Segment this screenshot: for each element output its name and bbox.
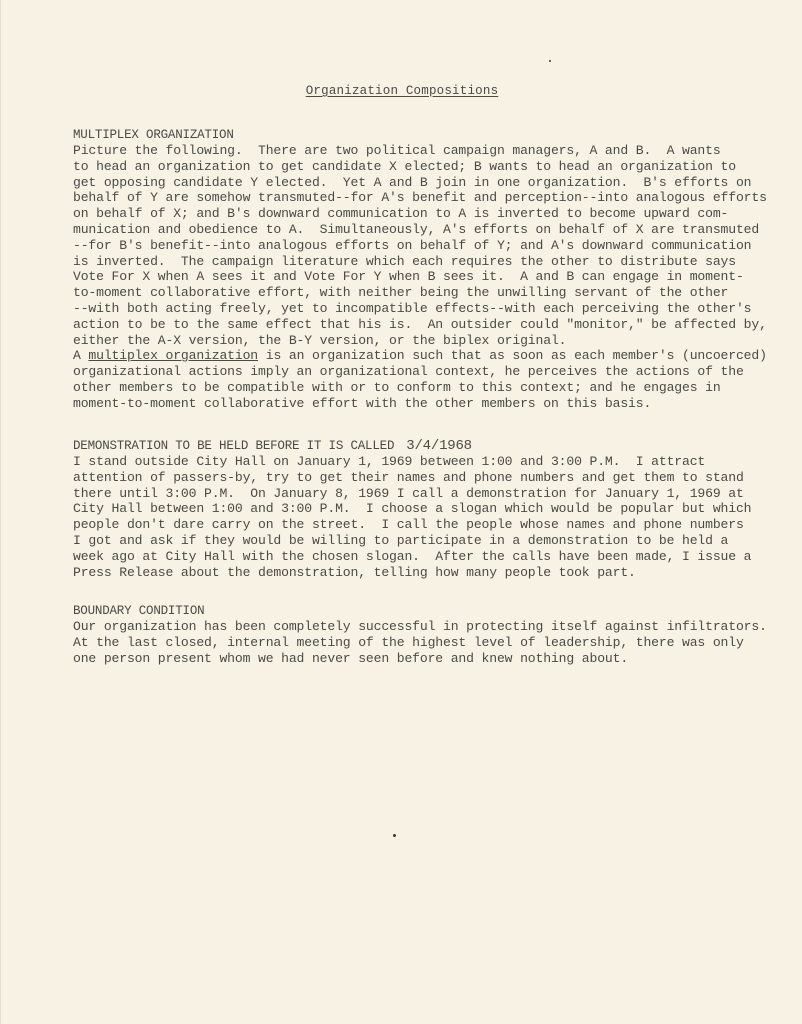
text-line: one person present whom we had never seen before and knew nothing about.: [73, 650, 629, 666]
section-heading: [73, 438, 773, 454]
text-line: At the last closed, internal meeting of the highest level of leadership, there was only: [73, 634, 744, 650]
text-line: moment-to-moment collaborative effort with the other members on this basis.: [73, 395, 652, 411]
section-heading: MULTIPLEX ORGANIZATION: [73, 128, 234, 142]
definition-prefix: A: [73, 348, 89, 364]
section-multiplex-organization: [73, 127, 773, 412]
text-line: Press Release about the demonstration, telling how many people took part.: [73, 564, 636, 580]
text-line: organizational actions imply an organizational context, he perceives the actions of the: [73, 364, 744, 380]
document-title: Organization Compositions: [305, 84, 499, 98]
definition-rest: is an organization such that as soon as each member's (uncoerced): [258, 348, 767, 364]
text-line: I stand outside City Hall on January 1, 1969 between 1:00 and 3:00 P.M. I attract: [73, 454, 706, 469]
text-line: on behalf of X; and B's downward communication to A is inverted to become upward com-: [73, 206, 729, 222]
text-line: --with both acting freely, yet to incompatible effects--with each perceiving the other's: [73, 300, 752, 316]
section-heading: BOUNDARY CONDITION: [73, 604, 205, 618]
text-line: Vote For X when A sees it and Vote For Y when B sees it. A and B can engage in moment-: [73, 269, 744, 285]
text-line: munication and obedience to A. Simultaneously, A's efforts on behalf of X are transmuted: [73, 221, 760, 237]
text-line: to-moment collaborative effort, with neither being the unwilling servant of the other: [73, 285, 729, 301]
text-line: there until 3:00 P.M. On January 8, 1969 I call a demonstration for January 1, 1969 at: [73, 485, 744, 501]
text-line: City Hall between 1:00 and 3:00 P.M. I choose a slogan which would be popular but which: [73, 501, 752, 517]
text-line: is inverted. The campaign literature which each requires the other to distribute says: [73, 253, 736, 269]
text-line: week ago at City Hall with the chosen slogan. After the calls have been made, I issue a: [73, 548, 752, 564]
section-demonstration: [73, 438, 773, 580]
definition-term: multiplex organization: [88, 348, 259, 364]
text-line: people don't dare carry on the street. I call the people whose names and phone numbers: [73, 517, 744, 533]
text-line: other members to be compatible with or to conform to this context; and he engages in: [73, 379, 721, 395]
text-line: --for B's benefit--into analogous efforts on behalf of Y; and A's downward communication: [73, 237, 752, 253]
text-line: behalf of Y are somehow transmuted--for A's benefit and perception--into analogous efforts: [73, 190, 767, 206]
section-body: [73, 143, 773, 412]
paper-speck: [393, 834, 396, 837]
definition-line: [73, 348, 768, 364]
text-line: attention of passers-by, try to get their names and phone numbers and get them to stand: [73, 469, 744, 485]
text-line: action to be to the same effect that his is. An outsider could "monitor," be affected by,: [73, 316, 767, 332]
section-body: [73, 619, 773, 666]
text-line: either the A-X version, the B-Y version, or the biplex original.: [73, 332, 567, 348]
section-boundary-condition: [73, 603, 773, 666]
section-body: [73, 454, 773, 580]
paper-speck: [549, 60, 551, 62]
text-line: get opposing candidate Y elected. Yet A and B join in one organization. B's efforts on: [73, 174, 752, 190]
text-line: I got and ask if they would be willing to participate in a demonstration to be held a: [73, 532, 729, 548]
section-date: 3/4/1968: [406, 438, 472, 454]
text-line: Picture the following. There are two political campaign managers, A and B. A wants: [73, 143, 721, 158]
text-line: to head an organization to get candidate X elected; B wants to head an organization to: [73, 158, 736, 174]
text-line: Our organization has been completely successful in protecting itself against infiltrators.: [73, 619, 767, 634]
heading-text: DEMONSTRATION TO BE HELD BEFORE IT IS CALLED: [73, 439, 395, 453]
